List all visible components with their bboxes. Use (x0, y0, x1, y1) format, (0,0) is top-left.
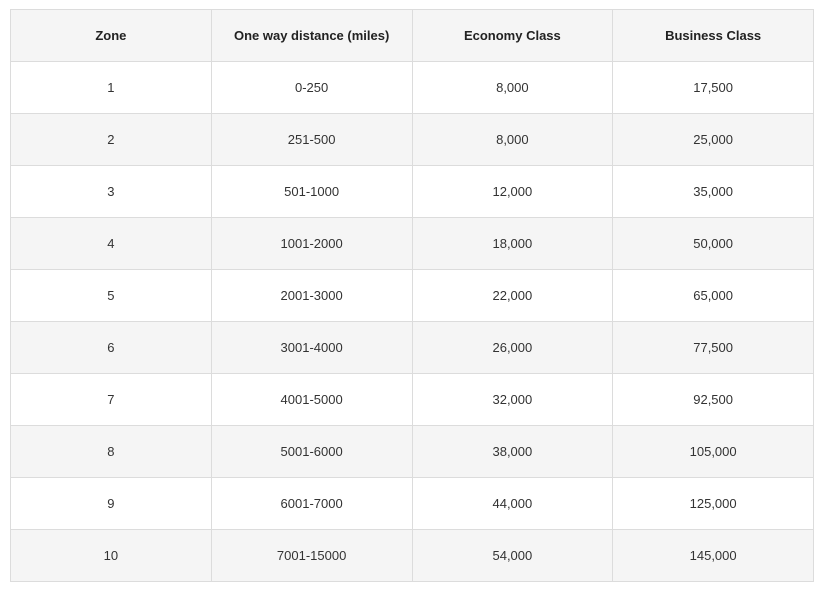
cell-distance: 501-1000 (211, 166, 412, 218)
cell-distance: 3001-4000 (211, 322, 412, 374)
cell-economy: 38,000 (412, 426, 613, 478)
cell-zone: 5 (11, 270, 212, 322)
cell-economy: 8,000 (412, 62, 613, 114)
header-row (11, 10, 814, 62)
table-row (11, 478, 814, 530)
cell-zone: 3 (11, 166, 212, 218)
table-row (11, 62, 814, 114)
cell-distance: 4001-5000 (211, 374, 412, 426)
cell-zone: 10 (11, 530, 212, 582)
cell-business: 77,500 (613, 322, 814, 374)
cell-business: 125,000 (613, 478, 814, 530)
cell-distance: 7001-15000 (211, 530, 412, 582)
header-zone: Zone (11, 10, 212, 62)
table-row (11, 218, 814, 270)
cell-economy: 32,000 (412, 374, 613, 426)
award-chart-table (10, 9, 814, 582)
cell-business: 50,000 (613, 218, 814, 270)
cell-economy: 12,000 (412, 166, 613, 218)
table-row (11, 114, 814, 166)
cell-distance: 5001-6000 (211, 426, 412, 478)
cell-economy: 44,000 (412, 478, 613, 530)
cell-economy: 26,000 (412, 322, 613, 374)
cell-distance: 0-250 (211, 62, 412, 114)
cell-zone: 4 (11, 218, 212, 270)
cell-business: 145,000 (613, 530, 814, 582)
table-body (11, 62, 814, 582)
header-economy: Economy Class (412, 10, 613, 62)
cell-business: 65,000 (613, 270, 814, 322)
cell-business: 25,000 (613, 114, 814, 166)
table-row (11, 426, 814, 478)
cell-zone: 9 (11, 478, 212, 530)
cell-economy: 18,000 (412, 218, 613, 270)
cell-economy: 22,000 (412, 270, 613, 322)
cell-zone: 7 (11, 374, 212, 426)
table-header (11, 10, 814, 62)
cell-distance: 251-500 (211, 114, 412, 166)
cell-economy: 54,000 (412, 530, 613, 582)
table-row (11, 270, 814, 322)
table-row (11, 530, 814, 582)
cell-business: 35,000 (613, 166, 814, 218)
cell-zone: 8 (11, 426, 212, 478)
cell-distance: 1001-2000 (211, 218, 412, 270)
header-business: Business Class (613, 10, 814, 62)
cell-business: 105,000 (613, 426, 814, 478)
cell-business: 92,500 (613, 374, 814, 426)
table-row (11, 166, 814, 218)
cell-distance: 2001-3000 (211, 270, 412, 322)
cell-zone: 2 (11, 114, 212, 166)
award-chart-container (10, 9, 814, 582)
cell-zone: 6 (11, 322, 212, 374)
cell-zone: 1 (11, 62, 212, 114)
cell-distance: 6001-7000 (211, 478, 412, 530)
table-row (11, 374, 814, 426)
table-row (11, 322, 814, 374)
cell-business: 17,500 (613, 62, 814, 114)
cell-economy: 8,000 (412, 114, 613, 166)
header-distance: One way distance (miles) (211, 10, 412, 62)
